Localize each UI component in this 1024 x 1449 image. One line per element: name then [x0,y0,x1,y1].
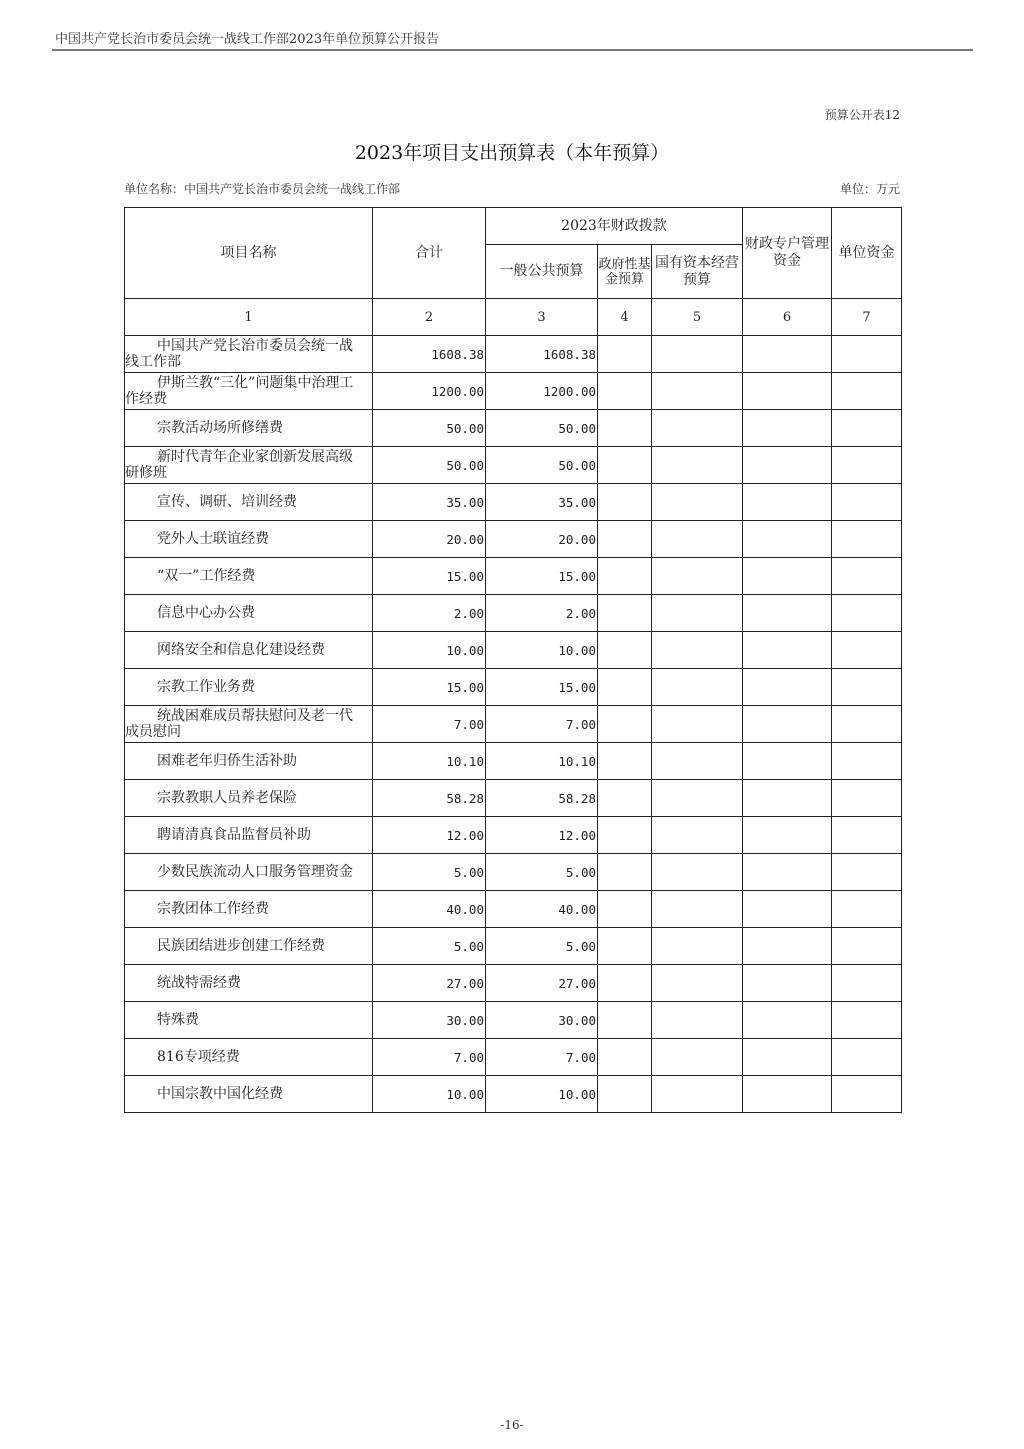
state-capital-cell [652,410,743,447]
header-project-name: 项目名称 [125,208,373,299]
project-name-cell [125,706,373,743]
state-capital-cell [652,669,743,706]
table-row [125,595,902,632]
unit-fund-cell [832,447,902,484]
project-name-cell [125,1076,373,1113]
project-name: 宣传、调研、培训经费 [157,494,297,510]
table-row [125,669,902,706]
running-header: 中国共产党长治市委员会统一战线工作部2023年单位预算公开报告 [55,32,440,47]
state-capital-cell [652,632,743,669]
general-public-budget-cell: 35.00 [486,484,598,521]
general-public-budget-cell: 40.00 [486,891,598,928]
project-name: 宗教活动场所修缮费 [157,420,283,436]
total-cell: 20.00 [373,521,486,558]
unit-fund-cell [832,743,902,780]
special-fund-cell [743,669,832,706]
gov-fund-cell [598,1002,652,1039]
special-fund-cell [743,632,832,669]
gov-fund-cell [598,817,652,854]
column-index: 2 [373,299,486,336]
table-row [125,1076,902,1113]
project-name-cell [125,743,373,780]
project-name-cell [125,336,373,373]
gov-fund-cell [598,1039,652,1076]
unit-fund-cell [832,1002,902,1039]
column-index: 3 [486,299,598,336]
state-capital-cell [652,484,743,521]
unit-fund-cell [832,632,902,669]
general-public-budget-cell: 50.00 [486,447,598,484]
state-capital-cell [652,336,743,373]
table-row [125,965,902,1002]
project-name: 新时代青年企业家创新发展高级研修班 [125,449,353,481]
page-number: -16- [500,1418,524,1432]
total-cell: 15.00 [373,669,486,706]
unit-fund-cell [832,817,902,854]
gov-fund-cell [598,632,652,669]
project-name-cell [125,1002,373,1039]
project-name: 统战困难成员帮扶慰问及老一代成员慰问 [125,708,353,740]
unit-fund-cell [832,1076,902,1113]
state-capital-cell [652,1002,743,1039]
total-cell: 5.00 [373,854,486,891]
table-row [125,1002,902,1039]
state-capital-cell [652,373,743,410]
special-fund-cell [743,336,832,373]
state-capital-cell [652,595,743,632]
unit-fund-cell [832,484,902,521]
general-public-budget-cell: 20.00 [486,521,598,558]
project-name: 聘请清真食品监督员补助 [157,827,311,843]
gov-fund-cell [598,373,652,410]
general-public-budget-cell: 5.00 [486,928,598,965]
project-name-cell [125,1039,373,1076]
special-fund-cell [743,928,832,965]
gov-fund-cell [598,928,652,965]
general-public-budget-cell: 1200.00 [486,373,598,410]
special-fund-cell [743,817,832,854]
total-cell: 12.00 [373,817,486,854]
project-name: 宗教工作业务费 [157,679,255,695]
general-public-budget-cell: 27.00 [486,965,598,1002]
project-name-cell [125,632,373,669]
project-name: 宗教教职人员养老保险 [157,790,297,806]
total-cell: 10.00 [373,1076,486,1113]
general-public-budget-cell: 5.00 [486,854,598,891]
total-cell: 58.28 [373,780,486,817]
special-fund-cell [743,373,832,410]
gov-fund-cell [598,521,652,558]
gov-fund-cell [598,891,652,928]
gov-fund-cell [598,484,652,521]
header-unit-fund: 单位资金 [832,208,902,299]
general-public-budget-cell: 1608.38 [486,336,598,373]
gov-fund-cell [598,854,652,891]
unit-fund-cell [832,373,902,410]
gov-fund-cell [598,1076,652,1113]
special-fund-cell [743,706,832,743]
state-capital-cell [652,928,743,965]
header-divider [52,49,973,51]
gov-fund-cell [598,447,652,484]
gov-fund-cell [598,965,652,1002]
unit-fund-cell [832,891,902,928]
project-name-cell [125,595,373,632]
column-index: 6 [743,299,832,336]
unit-name: 单位名称：中国共产党长治市委员会统一战线工作部 [124,182,401,196]
project-name-cell [125,669,373,706]
gov-fund-cell [598,410,652,447]
special-fund-cell [743,410,832,447]
project-name-cell [125,965,373,1002]
project-name-cell [125,891,373,928]
table-row [125,891,902,928]
unit-fund-cell [832,780,902,817]
total-cell: 7.00 [373,1039,486,1076]
state-capital-cell [652,1039,743,1076]
table-row [125,632,902,669]
state-capital-cell [652,854,743,891]
unit-fund-cell [832,558,902,595]
project-name: 网络安全和信息化建设经费 [157,642,325,658]
general-public-budget-cell: 10.10 [486,743,598,780]
unit-fund-cell [832,669,902,706]
total-cell: 27.00 [373,965,486,1002]
general-public-budget-cell: 15.00 [486,558,598,595]
special-fund-cell [743,595,832,632]
project-expenditure-table [124,207,902,1113]
column-index: 7 [832,299,902,336]
general-public-budget-cell: 12.00 [486,817,598,854]
project-name: 伊斯兰教“三化”问题集中治理工作经费 [125,375,354,407]
state-capital-cell [652,706,743,743]
state-capital-cell [652,558,743,595]
special-fund-cell [743,1039,832,1076]
special-fund-cell [743,521,832,558]
total-cell: 10.10 [373,743,486,780]
general-public-budget-cell: 2.00 [486,595,598,632]
unit-fund-cell [832,928,902,965]
total-cell: 2.00 [373,595,486,632]
state-capital-cell [652,521,743,558]
gov-fund-cell [598,595,652,632]
table-row [125,780,902,817]
total-cell: 5.00 [373,928,486,965]
column-index: 1 [125,299,373,336]
project-name: 中国宗教中国化经费 [157,1086,283,1102]
table-row [125,854,902,891]
gov-fund-cell [598,336,652,373]
state-capital-cell [652,447,743,484]
unit-fund-cell [832,965,902,1002]
gov-fund-cell [598,669,652,706]
unit-fund-cell [832,595,902,632]
gov-fund-cell [598,706,652,743]
project-name: 少数民族流动人口服务管理资金 [157,864,353,880]
project-name-cell [125,484,373,521]
table-row [125,1039,902,1076]
column-index-row [125,299,902,336]
general-public-budget-cell: 15.00 [486,669,598,706]
project-name: 宗教团体工作经费 [157,901,269,917]
project-name-cell [125,558,373,595]
special-fund-cell [743,447,832,484]
project-name: 统战特需经费 [157,975,241,991]
project-name: 信息中心办公费 [157,605,255,621]
special-fund-cell [743,1076,832,1113]
gov-fund-cell [598,743,652,780]
column-index: 4 [598,299,652,336]
header-total: 合计 [373,208,486,299]
total-cell: 1608.38 [373,336,486,373]
project-name-cell [125,373,373,410]
table-number: 预算公开表12 [824,108,900,122]
special-fund-cell [743,1002,832,1039]
table-title: 2023年项目支出预算表（本年预算） [354,142,670,164]
state-capital-cell [652,817,743,854]
project-name: 特殊费 [157,1012,199,1028]
general-public-budget-cell: 7.00 [486,1039,598,1076]
table-row [125,706,902,743]
state-capital-cell [652,1076,743,1113]
project-name-cell [125,928,373,965]
state-capital-cell [652,965,743,1002]
state-capital-cell [652,743,743,780]
general-public-budget-cell: 7.00 [486,706,598,743]
header-fiscal-appropriation: 2023年财政拨款 [486,208,743,245]
unit-fund-cell [832,1039,902,1076]
table-row [125,817,902,854]
table-row [125,447,902,484]
total-cell: 30.00 [373,1002,486,1039]
header-general-public-budget: 一般公共预算 [486,245,598,299]
total-cell: 15.00 [373,558,486,595]
project-name: 816专项经费 [157,1049,240,1065]
project-name-cell [125,854,373,891]
general-public-budget-cell: 30.00 [486,1002,598,1039]
project-name: “双一”工作经费 [157,568,256,584]
general-public-budget-cell: 10.00 [486,1076,598,1113]
header-state-capital-budget: 国有资本经营预算 [652,245,743,299]
special-fund-cell [743,965,832,1002]
project-name: 民族团结进步创建工作经费 [157,938,325,954]
project-name: 党外人士联谊经费 [157,531,269,547]
general-public-budget-cell: 10.00 [486,632,598,669]
general-public-budget-cell: 58.28 [486,780,598,817]
total-cell: 35.00 [373,484,486,521]
special-fund-cell [743,780,832,817]
state-capital-cell [652,891,743,928]
table-row [125,558,902,595]
total-cell: 10.00 [373,632,486,669]
special-fund-cell [743,743,832,780]
total-cell: 7.00 [373,706,486,743]
project-name-cell [125,521,373,558]
table-row [125,336,902,373]
total-cell: 50.00 [373,447,486,484]
project-name-cell [125,447,373,484]
header-gov-fund-budget: 政府性基金预算 [598,245,652,299]
project-name-cell [125,410,373,447]
table-row [125,484,902,521]
table-row [125,410,902,447]
special-fund-cell [743,484,832,521]
project-name: 中国共产党长治市委员会统一战线工作部 [125,338,353,370]
table-row [125,928,902,965]
special-fund-cell [743,854,832,891]
project-name: 困难老年归侨生活补助 [157,753,297,769]
unit-fund-cell [832,854,902,891]
project-name-cell [125,780,373,817]
table-row [125,373,902,410]
unit-fund-cell [832,336,902,373]
unit-fund-cell [832,410,902,447]
total-cell: 40.00 [373,891,486,928]
header-special-account-fund: 财政专户管理资金 [743,208,832,299]
table-row [125,743,902,780]
state-capital-cell [652,780,743,817]
special-fund-cell [743,891,832,928]
column-index: 5 [652,299,743,336]
unit-fund-cell [832,521,902,558]
total-cell: 1200.00 [373,373,486,410]
gov-fund-cell [598,558,652,595]
gov-fund-cell [598,780,652,817]
special-fund-cell [743,558,832,595]
currency-unit: 单位：万元 [839,182,900,196]
table-row [125,521,902,558]
unit-fund-cell [832,706,902,743]
project-name-cell [125,817,373,854]
general-public-budget-cell: 50.00 [486,410,598,447]
total-cell: 50.00 [373,410,486,447]
